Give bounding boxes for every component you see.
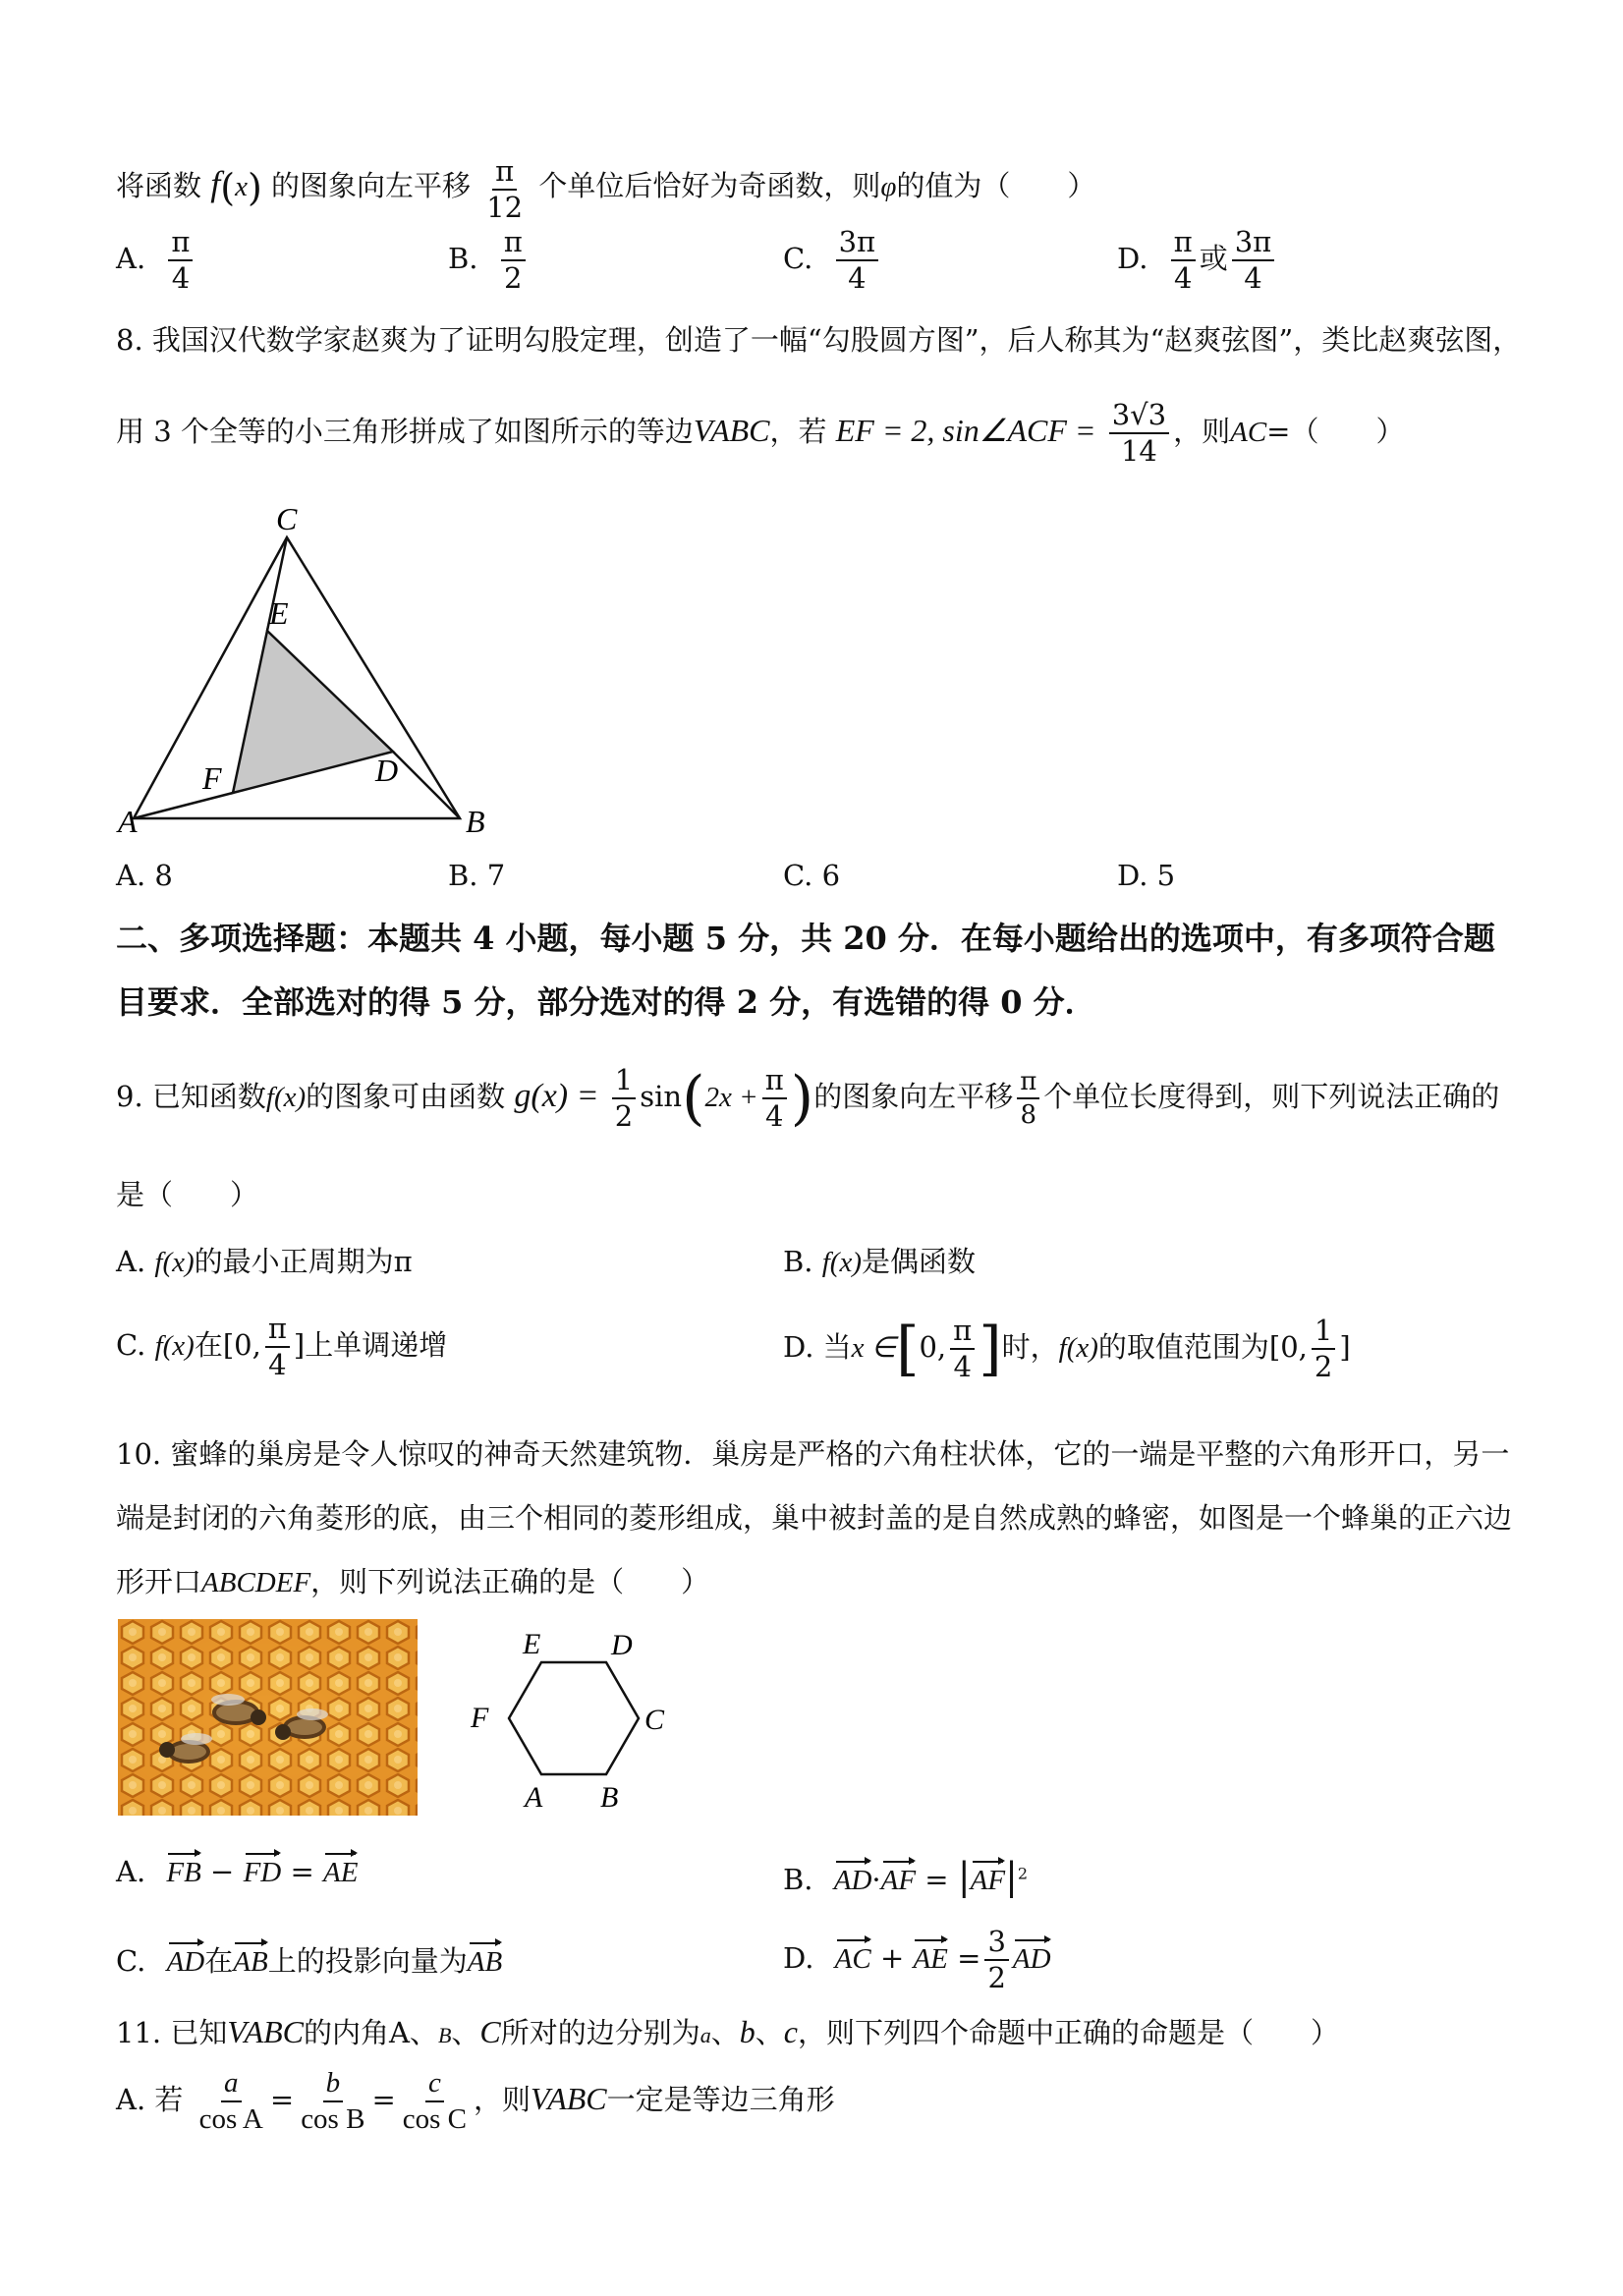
q11-stem: 11. 已知VABC的内角A、B、C所对的边分别为a、b、c，则下列四个命题中正确的命题是（ ）: [116, 2014, 1340, 2049]
hex-label-d: D: [611, 1629, 633, 1661]
q9-option-c: C. f(x)在[0, $\frac{\pi}{4}$ ]上单调递增: [116, 1312, 448, 1381]
q10-hex-name: ABCDEF: [201, 1567, 311, 1598]
q10-line1: 10. 蜜蜂的巢房是令人惊叹的神奇天然建筑物．巢房是严格的六角柱状体，它的一端是平整的六角形开口，另一: [116, 1437, 1510, 1471]
q7-text-c: 个单位后恰好为奇函数，则: [538, 169, 881, 202]
q9-gx: g(x) =: [514, 1078, 599, 1114]
q7-f: f: [210, 164, 221, 203]
q8-line2: 用 3 个全等的小三角形拼成了如图所示的等边VABC，若 EF = 2, sin∠ACF = $\frac{3√3}{14}$ ，则AC=（ ）: [116, 398, 1405, 468]
q8-option-a: A. 8: [116, 859, 173, 892]
honeycomb-photo: [118, 1619, 418, 1816]
q8-triangle-name: VABC: [693, 413, 770, 448]
q7-stem: 将函数 f(x) 的图象向左平移 $\frac{\pi}{12}$ 个单位后恰好为奇函数，则φ的值为（ ）: [116, 154, 1096, 224]
q8-inner-triangle: [233, 631, 393, 793]
hexagon-abcdef: [509, 1662, 639, 1774]
q10-line2: 端是封闭的六角菱形的底，由三个相同的菱形组成，巢中被封盖的是自然成熟的蜂密，如图是一个蜂巢的正六边: [116, 1501, 1513, 1535]
section2-line1: 二、多项选择题：本题共 4 小题，每小题 5 分，共 20 分．在每小题给出的选项中，有多项符合题: [116, 920, 1495, 957]
q8-ac: AC: [1230, 417, 1267, 448]
q8-label-e: E: [269, 595, 289, 631]
section2-line2: 目要求．全部选对的得 5 分，部分选对的得 2 分，有选错的得 0 分．: [116, 983, 1096, 1021]
q10-option-d: D. AC + AE = $\frac{3}{2}$ AD: [783, 1925, 1051, 1994]
q9-option-b: B. f(x)是偶函数: [783, 1245, 977, 1278]
q8-triangle-figure: [116, 496, 509, 850]
q10-option-c: C. AD在AB上的投影向量为AB: [116, 1944, 503, 1978]
q7-option-a: A. $\frac{\pi}{4}$: [116, 228, 196, 293]
q8-label-c: C: [276, 501, 298, 536]
hex-label-b: B: [600, 1781, 619, 1814]
q7-option-c: C. $\frac{3\pi}{4}$: [783, 228, 882, 293]
q11-triangle-name: VABC: [227, 2014, 304, 2049]
q7-phi: φ: [880, 171, 897, 202]
q7-text-b: 的图象向左平移: [271, 169, 472, 202]
hex-label-c: C: [644, 1704, 665, 1736]
q7-text-a: 将函数: [116, 169, 202, 202]
q7-option-d: D. $\frac{\pi}{4}$ 或 $\frac{3\pi}{4}$: [1117, 228, 1278, 293]
hex-label-a: A: [525, 1781, 543, 1814]
q9-option-d: D. 当x ∈[0, $\frac{\pi}{4}$ ]时，f(x)的取值范围为[0, $\frac{1}{2}$ ]: [783, 1314, 1351, 1383]
q8-label-a: A: [118, 804, 138, 839]
q8-label-f: F: [202, 760, 222, 796]
q9-stem: 9. 已知函数f(x)的图象可由函数 g(x) = $\frac{1}{2}$ sin(2x + $\frac{\pi}{4}$ )的图象向左平移 $\frac{\pi}{8}$ 个单位长度得到，则下列说法正确的: [116, 1063, 1500, 1133]
q9-line2: 是（ ）: [116, 1178, 259, 1211]
q8-sin-frac: $\frac{3√3}{14}$: [1109, 401, 1169, 466]
q8-label-b: B: [466, 804, 485, 839]
q8-label-d: D: [375, 753, 399, 788]
q7-option-b: B. $\frac{\pi}{2}$: [448, 228, 530, 293]
q8-option-b: B. 7: [448, 859, 506, 892]
q8-option-c: C. 6: [783, 859, 841, 892]
q8-condition: EF = 2, sin∠ACF =: [835, 413, 1096, 448]
q10-line3: 形开口ABCDEF，则下列说法正确的是（ ）: [116, 1565, 710, 1598]
q8-segment-bd: [393, 752, 460, 818]
q10-hexagon-figure: [462, 1619, 678, 1816]
q7-text-d: 的值为（ ）: [896, 169, 1096, 202]
hex-label-f: F: [471, 1702, 489, 1734]
q7-shift-frac: $\frac{\pi}{12}$: [486, 154, 524, 224]
hex-label-e: E: [523, 1628, 541, 1660]
q9-option-a: A. f(x)的最小正周期为π: [116, 1245, 413, 1278]
q11-option-a: A. 若 $\frac{a}{\text{cos A}}$ = $\frac{b}{\text{cos B}}$ = $\frac{c}{\text{cos C}}$ ，则VABC一定是等边三角形: [116, 2067, 835, 2135]
q8-segment-af: [134, 793, 233, 818]
q8-option-d: D. 5: [1117, 859, 1176, 892]
q9-fx: f(x): [265, 1082, 307, 1113]
q10-option-a: A. FB − FD = AE: [116, 1855, 359, 1888]
q7-x: x: [235, 171, 248, 202]
q10-option-b: B. $AD\cdot AF = |AF|^2$: [783, 1855, 1029, 1898]
q8-line1: 8. 我国汉代数学家赵爽为了证明勾股定理，创造了一幅“勾股圆方图”，后人称其为“赵爽弦图”，类比赵爽弦图，: [116, 323, 1522, 357]
